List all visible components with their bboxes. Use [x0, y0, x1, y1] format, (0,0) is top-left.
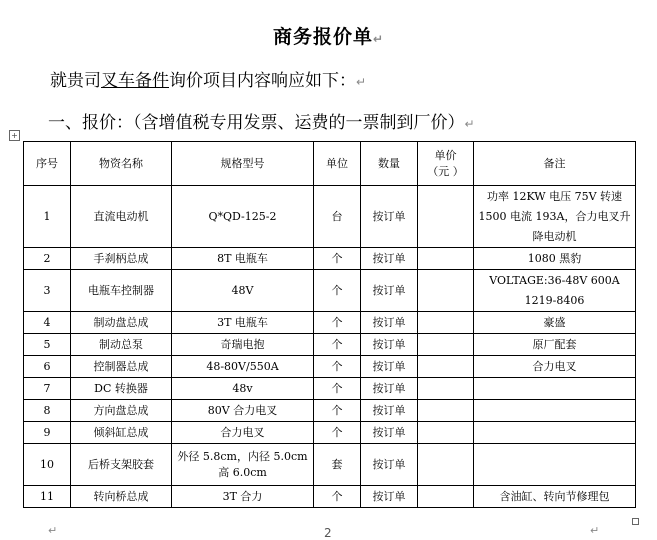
- cell-unit: 个: [314, 400, 361, 422]
- cell-note: [474, 378, 636, 400]
- section-heading: 一、报价：（含增值税专用发票、运费的一票制到厂价）↵: [48, 113, 475, 133]
- table-row: [24, 270, 636, 312]
- header-spec: 规格型号: [172, 142, 314, 186]
- table-row: [24, 400, 636, 422]
- move-anchor-icon[interactable]: +: [9, 130, 20, 141]
- cell-seq: 2: [24, 248, 71, 270]
- cell-name: 电瓶车控制器: [71, 270, 172, 312]
- cell-unit: 套: [314, 444, 361, 486]
- cell-note: [474, 444, 636, 486]
- cell-price: [418, 400, 474, 422]
- cell-price: [418, 186, 474, 248]
- cell-note: 合力电叉: [474, 356, 636, 378]
- cell-note: 含油缸、转向节修理包: [474, 486, 636, 508]
- cell-note: 原厂配套: [474, 334, 636, 356]
- header-price: 单价 （元 ）: [418, 142, 474, 186]
- cell-name: 控制器总成: [71, 356, 172, 378]
- table-row: [24, 444, 636, 486]
- cell-name: 方向盘总成: [71, 400, 172, 422]
- cell-unit: 个: [314, 334, 361, 356]
- table-row: [24, 422, 636, 444]
- intro-after: 询价项目内容响应如下：: [169, 71, 356, 91]
- intro-before: 就贵司: [50, 71, 101, 91]
- cell-seq: 5: [24, 334, 71, 356]
- cell-price: [418, 378, 474, 400]
- cell-seq: 6: [24, 356, 71, 378]
- cell-seq: 10: [24, 444, 71, 486]
- cell-name: 转向桥总成: [71, 486, 172, 508]
- cell-name: DC 转换器: [71, 378, 172, 400]
- page-number: 2: [324, 526, 332, 540]
- cell-name: 后桥支架胶套: [71, 444, 172, 486]
- cell-name: 倾斜缸总成: [71, 422, 172, 444]
- cell-seq: 4: [24, 312, 71, 334]
- cell-spec: 合力电叉: [172, 422, 314, 444]
- table-resize-handle[interactable]: [632, 518, 639, 525]
- table-row: [24, 186, 636, 248]
- quote-table: [23, 141, 636, 508]
- cell-note: 1080 黑豹: [474, 248, 636, 270]
- cell-spec: 48v: [172, 378, 314, 400]
- intro-line: 就贵司叉车备件询价项目内容响应如下：↵: [50, 71, 367, 91]
- cell-unit: 个: [314, 312, 361, 334]
- cell-spec: 8T 电瓶车: [172, 248, 314, 270]
- cell-price: [418, 248, 474, 270]
- cell-seq: 9: [24, 422, 71, 444]
- header-unit: 单位: [314, 142, 361, 186]
- table-header-row: [24, 142, 636, 186]
- cell-price: [418, 422, 474, 444]
- cell-unit: 个: [314, 486, 361, 508]
- cell-seq: 11: [24, 486, 71, 508]
- header-note: 备注: [474, 142, 636, 186]
- cell-qty: 按订单: [361, 444, 418, 486]
- cell-unit: 台: [314, 186, 361, 248]
- paragraph-mark: ↵: [590, 524, 600, 537]
- table-row: [24, 378, 636, 400]
- cell-qty: 按订单: [361, 312, 418, 334]
- cell-spec: 48-80V/550A: [172, 356, 314, 378]
- table-row: [24, 248, 636, 270]
- document-title: 商务报价单↵: [272, 26, 385, 48]
- cell-seq: 3: [24, 270, 71, 312]
- cell-qty: 按订单: [361, 186, 418, 248]
- cell-name: 直流电动机: [71, 186, 172, 248]
- cell-name: 手刹柄总成: [71, 248, 172, 270]
- cell-seq: 1: [24, 186, 71, 248]
- intro-underlined: 叉车备件: [101, 71, 169, 91]
- cell-spec: Q*QD-125-2: [172, 186, 314, 248]
- cell-price: [418, 334, 474, 356]
- cell-note: 功率 12KW 电压 75V 转速 1500 电流 193A，合力电叉升降电动机: [474, 186, 636, 248]
- cell-price: [418, 444, 474, 486]
- cell-qty: 按订单: [361, 356, 418, 378]
- cell-unit: 个: [314, 378, 361, 400]
- table-row: [24, 334, 636, 356]
- cell-unit: 个: [314, 248, 361, 270]
- cell-spec: 80V 合力电叉: [172, 400, 314, 422]
- cell-qty: 按订单: [361, 378, 418, 400]
- cell-spec: 3T 合力: [172, 486, 314, 508]
- cell-price: [418, 356, 474, 378]
- cell-note: VOLTAGE:36-48V 600A 1219-8406: [474, 270, 636, 312]
- cell-unit: 个: [314, 422, 361, 444]
- cell-unit: 个: [314, 270, 361, 312]
- header-seq: 序号: [24, 142, 71, 186]
- cell-seq: 8: [24, 400, 71, 422]
- header-qty: 数量: [361, 142, 418, 186]
- cell-unit: 个: [314, 356, 361, 378]
- cell-note: [474, 422, 636, 444]
- cell-qty: 按订单: [361, 486, 418, 508]
- paragraph-mark: ↵: [48, 524, 58, 537]
- cell-qty: 按订单: [361, 334, 418, 356]
- cell-spec: 外径 5.8cm，内径 5.0cm 高 6.0cm: [172, 444, 314, 486]
- cell-qty: 按订单: [361, 400, 418, 422]
- cell-qty: 按订单: [361, 422, 418, 444]
- table-row: [24, 312, 636, 334]
- cell-qty: 按订单: [361, 270, 418, 312]
- cell-spec: 3T 电瓶车: [172, 312, 314, 334]
- cell-note: [474, 400, 636, 422]
- cell-spec: 48V: [172, 270, 314, 312]
- cell-name: 制动总泵: [71, 334, 172, 356]
- header-name: 物资名称: [71, 142, 172, 186]
- table-row: [24, 356, 636, 378]
- cell-spec: 奇瑞电抱: [172, 334, 314, 356]
- cell-qty: 按订单: [361, 248, 418, 270]
- cell-seq: 7: [24, 378, 71, 400]
- table-row: [24, 486, 636, 508]
- cell-price: [418, 312, 474, 334]
- cell-price: [418, 486, 474, 508]
- cell-name: 制动盘总成: [71, 312, 172, 334]
- cell-price: [418, 270, 474, 312]
- cell-note: 豪盛: [474, 312, 636, 334]
